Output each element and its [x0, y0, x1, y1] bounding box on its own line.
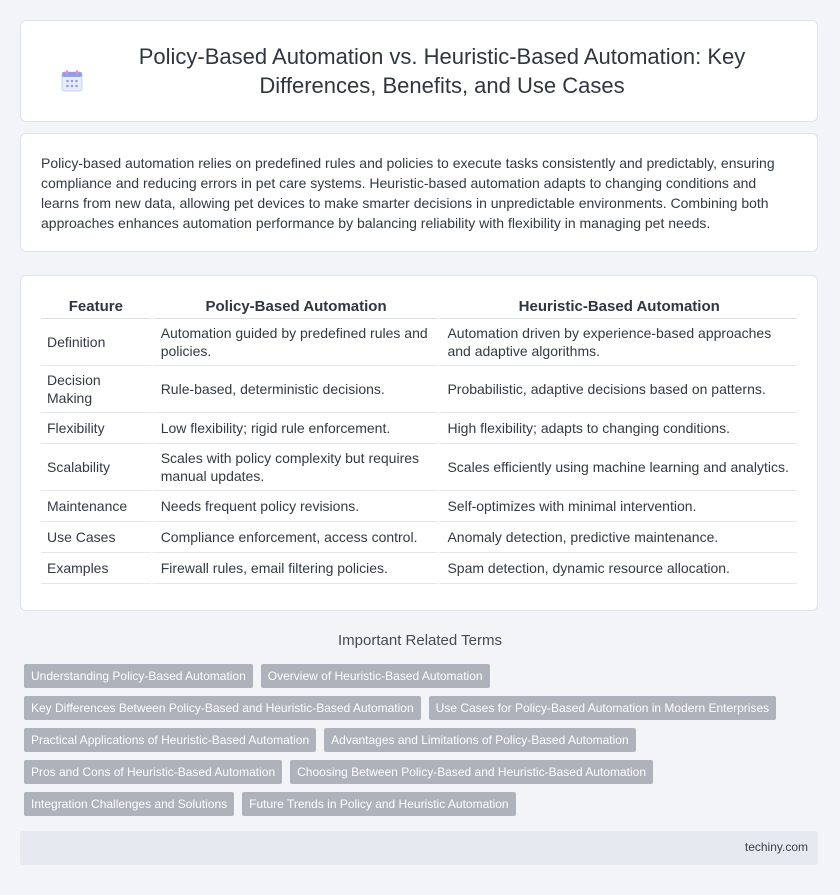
row-policy: Rule-based, deterministic decisions.: [151, 366, 438, 413]
header-policy: Policy-Based Automation: [151, 294, 438, 319]
row-heuristic: Spam detection, dynamic resource allocation.: [437, 553, 797, 584]
row-feature: Maintenance: [41, 491, 151, 522]
row-heuristic: Automation driven by experience-based approaches and adaptive algorithms.: [437, 319, 797, 366]
related-terms-list: [24, 664, 814, 824]
title-wrap: [59, 42, 779, 100]
related-term-tag[interactable]: Advantages and Limitations of Policy-Based Automation: [324, 728, 636, 752]
row-heuristic: High flexibility; adapts to changing conditions.: [437, 413, 797, 444]
header-heuristic: Heuristic-Based Automation: [437, 294, 797, 319]
table-row: [41, 491, 797, 522]
row-heuristic: Probabilistic, adaptive decisions based on patterns.: [437, 366, 797, 413]
table-row: [41, 522, 797, 553]
tag-row: [24, 760, 814, 784]
row-heuristic: Anomaly detection, predictive maintenance.: [437, 522, 797, 553]
table-row: [41, 366, 797, 413]
tag-row: [24, 696, 814, 720]
row-policy: Scales with policy complexity but requires manual updates.: [151, 444, 438, 491]
row-feature: Decision Making: [41, 366, 151, 413]
footer: [20, 831, 818, 865]
related-term-tag[interactable]: Overview of Heuristic-Based Automation: [261, 664, 490, 688]
header-feature: Feature: [41, 294, 151, 319]
intro-card: [20, 133, 818, 252]
title-card: [20, 20, 818, 122]
related-term-tag[interactable]: Future Trends in Policy and Heuristic Automation: [242, 792, 515, 816]
comparison-table: [41, 294, 797, 584]
table-header-row: [41, 294, 797, 319]
related-term-tag[interactable]: Choosing Between Policy-Based and Heuristic-Based Automation: [290, 760, 653, 784]
calendar-icon: [59, 68, 85, 94]
related-term-tag[interactable]: Key Differences Between Policy-Based and Heuristic-Based Automation: [24, 696, 421, 720]
table-row: [41, 413, 797, 444]
row-policy: Needs frequent policy revisions.: [151, 491, 438, 522]
row-feature: Scalability: [41, 444, 151, 491]
related-term-tag[interactable]: Use Cases for Policy-Based Automation in Modern Enterprises: [429, 696, 777, 720]
related-term-tag[interactable]: Understanding Policy-Based Automation: [24, 664, 253, 688]
comparison-table-card: [20, 275, 818, 611]
row-heuristic: Self-optimizes with minimal intervention.: [437, 491, 797, 522]
tag-row: [24, 664, 814, 688]
row-policy: Low flexibility; rigid rule enforcement.: [151, 413, 438, 444]
page-title: Policy-Based Automation vs. Heuristic-Based Automation: Key Differences, Benefits, and Use Cases: [138, 44, 746, 98]
related-terms-title: Important Related Terms: [338, 632, 502, 649]
footer-brand[interactable]: techiny.com: [744, 840, 808, 854]
tag-row: [24, 792, 814, 816]
row-feature: Flexibility: [41, 413, 151, 444]
table-row: [41, 444, 797, 491]
row-policy: Firewall rules, email filtering policies.: [151, 553, 438, 584]
related-term-tag[interactable]: Integration Challenges and Solutions: [24, 792, 234, 816]
related-term-tag[interactable]: Pros and Cons of Heuristic-Based Automation: [24, 760, 282, 784]
row-policy: Compliance enforcement, access control.: [151, 522, 438, 553]
row-feature: Use Cases: [41, 522, 151, 553]
table-row: [41, 553, 797, 584]
table-row: [41, 319, 797, 366]
tag-row: [24, 728, 814, 752]
intro-paragraph: Policy-based automation relies on predefined rules and policies to execute tasks consistently and predictably, ensuring compliance and reducing errors in pet care systems. Heuristic-based automation adapts to changing conditions and learns from new data, allowing pet devices to make smarter decisions in unpredictable environments. Combining both approaches enhances automation performance by balancing reliability with flexibility in managing pet needs.: [41, 155, 775, 231]
row-policy: Automation guided by predefined rules and policies.: [151, 319, 438, 366]
row-feature: Examples: [41, 553, 151, 584]
row-heuristic: Scales efficiently using machine learning and analytics.: [437, 444, 797, 491]
row-feature: Definition: [41, 319, 151, 366]
related-term-tag[interactable]: Practical Applications of Heuristic-Based Automation: [24, 728, 316, 752]
